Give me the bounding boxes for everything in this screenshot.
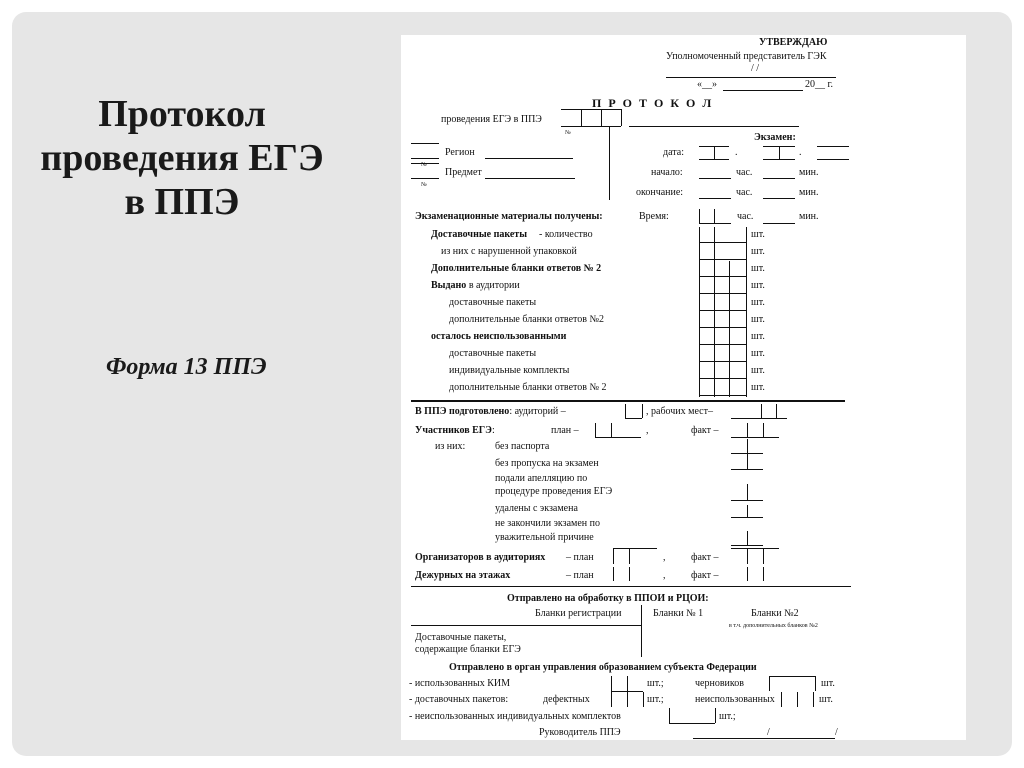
kits-box-bottom: [669, 723, 715, 724]
duty-fact-label: факт –: [691, 570, 719, 581]
org-fact-box: [747, 548, 748, 564]
no-pass-label: без пропуска на экзамен: [495, 458, 599, 469]
appeal-label-1: подали апелляцию по: [495, 473, 588, 484]
subitem-box-divider: [747, 439, 748, 469]
form-document: [401, 35, 966, 740]
aud-box-bottom: [625, 418, 642, 419]
no-passport-label: без паспорта: [495, 441, 550, 452]
end-min-unit: мин.: [799, 187, 819, 198]
unused-box: [781, 692, 782, 707]
ppe-box-top: [561, 109, 621, 110]
duty-plan-label: – план: [566, 570, 594, 581]
blanks-header-line: [411, 625, 641, 626]
date-label: дата:: [663, 147, 684, 158]
title-line: проведения ЕГЭ: [40, 137, 324, 179]
unused-kits-label: - неиспользованных индивидуальных комплектов: [409, 711, 621, 722]
on-duty-label: Дежурных на этажах: [415, 570, 511, 581]
date-year-top: [817, 146, 849, 147]
qty-box-right: [746, 227, 747, 397]
qty-row-line: [699, 327, 746, 328]
month-line: [723, 90, 803, 91]
defective-label: дефектных: [543, 694, 590, 705]
slide-title: [32, 92, 332, 224]
of-them-label: из них:: [435, 441, 466, 452]
date-month-bottom: [763, 159, 795, 160]
end-min-line: [763, 198, 795, 199]
start-min-line: [763, 178, 795, 179]
delivery-pk-item-label: - доставочных пакетов:: [409, 694, 509, 705]
subitem-box-line: [731, 469, 763, 470]
unused-label: неиспользованных: [695, 694, 775, 705]
header-divider: [609, 127, 610, 200]
organizers-comma: ,: [663, 552, 666, 563]
kim-box: [627, 676, 628, 691]
qty-row-line: [699, 242, 746, 243]
section-divider: [411, 400, 845, 402]
sent-authority-heading: Отправлено в орган управления образованием субъекта Федерации: [449, 662, 757, 673]
participants-label: Участников ЕГЭ: [415, 425, 492, 436]
delivery-pk-label-1: Доставочные пакеты,: [415, 632, 507, 643]
protocol-title: П Р О Т О К О Л: [592, 96, 714, 110]
removed-label: удалены с экзамена: [495, 503, 578, 514]
time-label: Время:: [639, 211, 669, 222]
unused-pcs: шт.: [819, 694, 833, 705]
duty-comma: ,: [663, 570, 666, 581]
qty-suffix: - количество: [539, 229, 593, 240]
ppe-label: проведения ЕГЭ в ППЭ: [441, 114, 542, 125]
organizers-label: Организаторов в аудиториях: [415, 552, 546, 563]
subitem-box-divider: [747, 505, 748, 517]
prepared-row: [415, 406, 566, 418]
num-mark: №: [565, 130, 571, 136]
head-slash: /: [835, 727, 838, 738]
pcs-unit: шт.: [751, 246, 765, 257]
duty-plan-box: [613, 567, 614, 581]
fact-label: факт –: [691, 425, 719, 436]
subject-num-mark: №: [421, 182, 427, 188]
qty-box-mid: [729, 261, 730, 397]
plan-comma: ,: [646, 425, 649, 436]
qty-row-line: [699, 378, 746, 379]
aud-box-right: [642, 404, 643, 418]
year-suffix: 20__ г.: [805, 79, 833, 90]
ppe-box-divider: [581, 109, 582, 126]
qty-row-line: [699, 293, 746, 294]
used-kim-label: - использованных КИМ: [409, 678, 511, 689]
time-hour-unit: час.: [737, 211, 754, 222]
pcs-unit: шт.: [751, 263, 765, 274]
end-hour-unit: час.: [736, 187, 753, 198]
kits-box: [669, 708, 670, 723]
kim-box: [611, 676, 612, 691]
time-box-left: [699, 209, 700, 223]
auditoriums-label: : аудиторий –: [509, 406, 566, 417]
time-min-unit: мин.: [799, 211, 819, 222]
drafts-box: [815, 676, 816, 691]
subject-label: Предмет: [445, 167, 482, 178]
pcs-unit: шт.: [751, 280, 765, 291]
unused-header: осталось неиспользованными: [431, 331, 567, 342]
sent-ppoi-heading: Отправлено на обработку в ППОИ и РЦОИ:: [507, 593, 709, 604]
organizers-plan-label: – план: [566, 552, 594, 563]
title-line: в ППЭ: [124, 181, 240, 223]
kim-pcs: шт.;: [647, 678, 664, 689]
org-fact-box-top: [731, 548, 779, 549]
defective-box: [611, 692, 612, 707]
reg-blanks-header: Бланки регистрации: [535, 608, 622, 619]
section-divider: [411, 586, 851, 587]
fact-box-divider: [763, 423, 764, 437]
drafts-pcs: шт.: [821, 678, 835, 689]
drafts-label: черновиков: [695, 678, 744, 689]
pcs-unit: шт.: [751, 348, 765, 359]
delivery-packets-label: доставочные пакеты: [449, 297, 537, 308]
blanks-2-header: Бланки №2: [751, 608, 799, 619]
workplaces-divider: [776, 404, 777, 418]
fact-box-bottom: [731, 437, 779, 438]
defective-box: [643, 692, 644, 707]
region-value-line: [485, 158, 573, 159]
subitem-box-line: [731, 453, 763, 454]
unused-delivery-packets-label: доставочные пакеты: [449, 348, 537, 359]
materials-received-label: Экзаменационные материалы получены:: [415, 211, 603, 222]
aud-box-left: [625, 404, 626, 418]
org-plan-box: [629, 548, 630, 564]
blanks-1-header: Бланки № 1: [653, 608, 704, 619]
exam-header: Экзамен:: [754, 132, 796, 143]
start-hour-line: [699, 178, 731, 179]
duty-fact-box: [763, 567, 764, 581]
unused-extra-blanks-label: дополнительные бланки ответов № 2: [449, 382, 607, 393]
kits-box: [715, 708, 716, 723]
start-hour-unit: час.: [736, 167, 753, 178]
delivery-packets-qty-label: Доставочные пакеты: [431, 229, 528, 240]
participants-row: [415, 425, 495, 437]
subitem-box-divider: [747, 484, 748, 500]
pcs-unit: шт.: [751, 297, 765, 308]
drafts-box-top: [769, 676, 815, 677]
ppe-box-divider: [621, 109, 622, 126]
subitem-box-line: [731, 500, 763, 501]
qty-row-line: [699, 344, 746, 345]
subject-value-line: [485, 178, 575, 179]
not-finished-label-1: не закончили экзамен по: [495, 518, 600, 529]
org-fact-box: [763, 548, 764, 564]
plan-box-mid: [611, 423, 612, 437]
date-day-bottom: [699, 159, 729, 160]
end-label: окончание:: [636, 187, 684, 198]
start-label: начало:: [651, 167, 683, 178]
title-line: Протокол: [98, 93, 266, 135]
incl-extra-note: в т.ч. дополнительных бланков №2: [729, 623, 818, 629]
time-box-mid: [714, 209, 715, 223]
region-label: Регион: [445, 147, 475, 158]
fact-box-divider: [747, 423, 748, 437]
time-hour-line: [699, 223, 731, 224]
qty-row-line: [699, 361, 746, 362]
date-month-divider: [779, 146, 780, 159]
date-dot: .: [799, 147, 802, 158]
head-slash: /: [767, 727, 770, 738]
date-year-bottom: [817, 159, 849, 160]
duty-plan-box: [629, 567, 630, 581]
defective-box: [627, 692, 628, 707]
date-day-divider: [714, 146, 715, 159]
pcs-unit: шт.: [751, 331, 765, 342]
qty-row-line: [699, 259, 746, 260]
damaged-pack-label: из них с нарушенной упаковкой: [441, 246, 577, 257]
qty-box-mid: [714, 227, 715, 397]
plan-box-bottom: [595, 437, 641, 438]
qty-row-line: [699, 276, 746, 277]
signature-slashes: / /: [751, 63, 760, 74]
region-num-mark: №: [421, 162, 427, 168]
subitem-box-line: [731, 545, 763, 546]
workplaces-label: , рабочих мест–: [646, 406, 713, 417]
signature-line: [666, 77, 836, 78]
not-finished-label-2: уважительной причине: [495, 532, 594, 543]
extra-blanks-label: дополнительные бланки ответов №2: [449, 314, 605, 325]
qty-row-line: [699, 310, 746, 311]
qty-row-line: [699, 395, 746, 396]
date-quotes: «__»: [697, 79, 717, 90]
participants-colon: :: [491, 425, 495, 436]
subject-code-top: [411, 163, 439, 164]
unused-box: [797, 692, 798, 707]
time-min-line: [763, 223, 795, 224]
subitem-box-divider: [747, 531, 748, 545]
kits-pcs: шт.;: [719, 711, 736, 722]
plan-label: план –: [551, 425, 579, 436]
pcs-unit: шт.: [751, 365, 765, 376]
duty-fact-box: [747, 567, 748, 581]
workplaces-divider: [761, 404, 762, 418]
extra-blanks-header: Дополнительные бланки ответов № 2: [431, 263, 602, 274]
pcs-unit: шт.: [751, 314, 765, 325]
workplaces-line: [731, 418, 787, 419]
issued-label: [431, 280, 520, 292]
unused-box: [813, 692, 814, 707]
pcs-unit: шт.: [751, 382, 765, 393]
date-dot: .: [735, 147, 738, 158]
issued-suffix: в аудитории: [468, 280, 520, 291]
region-code-top: [411, 143, 439, 144]
org-plan-box: [613, 548, 614, 564]
slide-subtitle: Форма 13 ППЭ: [106, 354, 267, 380]
subitem-box-line: [731, 517, 763, 518]
approve-who: Уполномоченный представитель ГЭК: [666, 51, 827, 62]
start-min-unit: мин.: [799, 167, 819, 178]
delivery-pk-label-2: содержащие бланки ЕГЭ: [415, 644, 521, 655]
head-signature-line: [693, 738, 835, 739]
qty-box-left: [699, 227, 700, 397]
ppe-box-divider: [601, 109, 602, 126]
plan-box-left: [595, 423, 596, 437]
prepared-label: В ППЭ подготовлено: [415, 406, 510, 417]
individual-kits-label: индивидуальные комплекты: [449, 365, 570, 376]
org-plan-box-top: [613, 548, 657, 549]
pcs-unit: шт.: [751, 229, 765, 240]
appeal-label-2: процедуре проведения ЕГЭ: [495, 486, 613, 497]
head-ppe-label: Руководитель ППЭ: [539, 727, 621, 738]
issued-header: Выдано: [431, 280, 467, 291]
approve-heading: УТВЕРЖДАЮ: [759, 37, 828, 48]
organizers-fact-label: факт –: [691, 552, 719, 563]
blanks-column-divider: [641, 605, 642, 657]
ppe-name-line: [629, 126, 799, 127]
end-hour-line: [699, 198, 731, 199]
drafts-box: [769, 676, 770, 691]
defective-pcs: шт.;: [647, 694, 664, 705]
